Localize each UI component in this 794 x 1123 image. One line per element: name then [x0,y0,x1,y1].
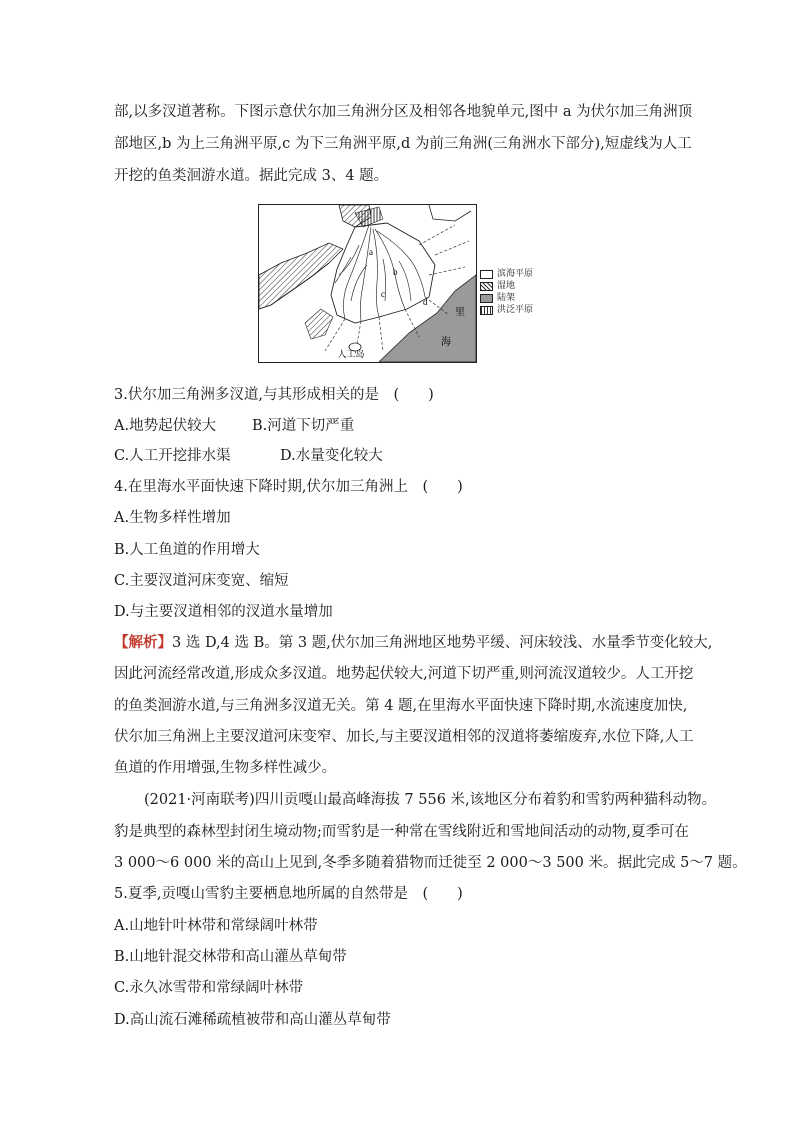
volga-delta-map [258,204,477,363]
delta-outline [331,223,435,323]
label-a: a [369,247,373,257]
label-d: d [423,297,428,307]
intro-line-3: 开挖的鱼类洄游水道。据此完成 3、4 题。 [114,168,389,184]
legend-item-shelf [480,292,533,304]
label-b: b [393,267,398,277]
legend-item-wetland [480,280,533,292]
q5-option-a: A.山地针叶林带和常绿阔叶林带 [114,918,318,934]
wetland-south [305,309,333,339]
analysis-tag: 【解析】 [114,634,172,651]
map-drawing [259,205,476,362]
q3-stem: 3.伏尔加三角洲多汊道,与其形成相关的是 ( ) [114,387,434,403]
analysis-line-5: 鱼道的作用增强,生物多样性减少。 [114,760,337,776]
analysis-line-4: 伏尔加三角洲上主要汊道河床变窄、加长,与主要汊道相邻的汊道将萎缩废弃,水位下降,人工 [114,729,694,745]
intro-line-2: 部地区,b 为上三角洲平原,c 为下三角洲平原,d 为前三角洲(三角洲水下部分),短虚线为人工 [114,136,692,152]
passage2-line-2: 豹是典型的森林型封闭生境动物;而雪豹是一种常在雪线附近和雪地间活动的动物,夏季可在 [114,824,689,840]
q3-option-c: C.人工开挖排水渠 [114,448,231,464]
wetland-swatch [480,282,493,291]
q4-option-d: D.与主要汊道相邻的汊道水量增加 [114,604,333,620]
label-sea-1: 里 [455,307,465,318]
label-c: c [381,289,385,299]
q3-option-b: B.河道下切严重 [252,418,355,434]
legend-label: 滨海平原 [497,269,534,279]
q5-stem: 5.夏季,贡嘎山雪豹主要栖息地所属的自然带是 ( ) [114,886,463,902]
q4-option-c: C.主要汊道河床变宽、缩短 [114,573,289,589]
analysis-text-1: 3 选 D,4 选 B。第 3 题,伏尔加三角洲地区地势平缓、河床较浅、水量季节变化较大, [172,635,713,651]
q4-stem: 4.在里海水平面快速下降时期,伏尔加三角洲上 ( ) [114,479,463,495]
wetland-west [259,243,343,309]
label-sea-2: 海 [441,337,451,348]
q5-option-b: B.山地针混交林带和高山灌丛草甸带 [114,949,347,965]
legend-label: 洪泛平原 [497,305,534,315]
label-island: 人工岛 [337,349,365,359]
shelf-area [379,275,476,362]
legend-item-coastal-plain [480,268,533,280]
q3-option-a: A.地势起伏较大 [114,418,217,434]
shelf-swatch [480,294,493,303]
legend-label: 陆架 [497,293,516,303]
coastal-plain-swatch [480,270,493,279]
legend-item-floodplain [480,304,533,316]
analysis-line-2: 因此河流经常改道,形成众多汊道。地势起伏较大,河道下切严重,则河流汊道较少。人工开挖 [114,666,694,682]
map-legend [480,268,533,316]
q3-option-d: D.水量变化较大 [280,448,383,464]
analysis-line-3: 的鱼类洄游水道,与三角洲多汊道无关。第 4 题,在里海水平面快速下降时期,水流速度加快, [114,698,688,714]
q5-option-c: C.永久冰雪带和常绿阔叶林带 [114,980,304,996]
q5-option-d: D.高山流石滩稀疏植被带和高山灌丛草甸带 [114,1012,391,1028]
q4-option-a: A.生物多样性增加 [114,510,231,526]
q4-option-b: B.人工鱼道的作用增大 [114,542,260,558]
intro-line-1: 部,以多汊道著称。下图示意伏尔加三角洲分区及相邻各地貌单元,图中 a 为伏尔加三角洲顶 [114,104,693,120]
passage2-line-1: (2021·河南联考)四川贡嘎山最高峰海拔 7 556 米,该地区分布着豹和雪豹两种猫科动物。 [144,792,717,808]
floodplain-swatch [480,306,493,315]
legend-label: 湿地 [497,281,516,291]
analysis-line-1 [114,633,712,653]
passage2-line-3: 3 000～6 000 米的高山上见到,冬季多随着猎物而迁徙至 2 000～3 500 米。据此完成 5～7 题。 [114,855,747,871]
